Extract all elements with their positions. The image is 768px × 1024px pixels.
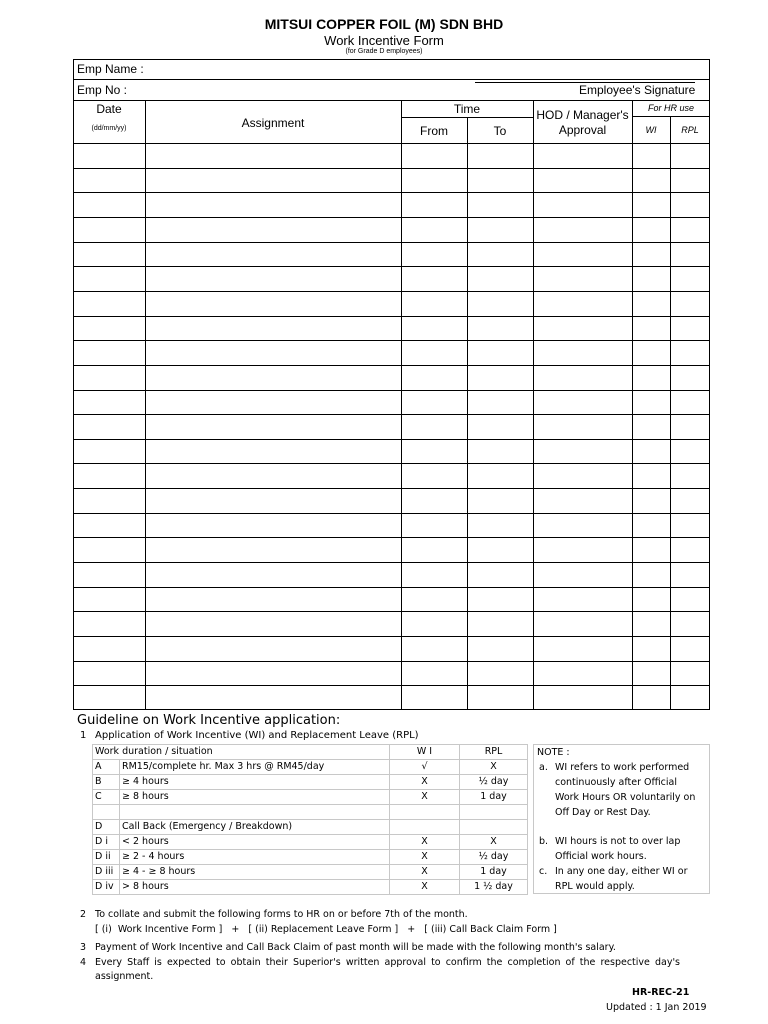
row-code: B: [93, 775, 120, 790]
row-rpl: 1 ½ day: [460, 880, 528, 895]
row-wi: [390, 805, 460, 820]
row-situation: > 8 hours: [120, 880, 390, 895]
row-situation: Call Back (Emergency / Breakdown): [120, 820, 390, 835]
updated-date: Updated : 1 Jan 2019: [606, 1002, 707, 1013]
emp-section-divider: [73, 100, 710, 101]
row-rpl: X: [460, 835, 528, 850]
row-wi: X: [390, 880, 460, 895]
guideline-table-header: [93, 745, 528, 760]
col-date-header: Date: [96, 102, 122, 116]
emp-name-divider: [73, 79, 710, 80]
guideline-row: [93, 880, 528, 895]
col-rpl-header: RPL: [681, 125, 699, 135]
col-to-header: To: [493, 124, 507, 138]
row-code: C: [93, 790, 120, 805]
note-b-line-1: WI hours is not to over lap: [555, 836, 681, 847]
grid-row-line: [73, 217, 710, 218]
note-b-line-2: Official work hours.: [555, 851, 647, 862]
grid-row-line: [73, 537, 710, 538]
item-4-number: 4: [80, 957, 87, 968]
row-wi: X: [390, 850, 460, 865]
grid-row-line: [73, 661, 710, 662]
grid-row-line: [73, 316, 710, 317]
note-a-marker: a.: [539, 762, 548, 773]
row-code: [93, 805, 120, 820]
item-4-line-2: assignment.: [95, 971, 154, 982]
row-situation: ≥ 4 hours: [120, 775, 390, 790]
guideline-row: [93, 850, 528, 865]
col-wi-header: WI: [645, 125, 657, 135]
row-rpl: ½ day: [460, 775, 528, 790]
guideline-title: Guideline on Work Incentive application:: [77, 713, 341, 728]
col-approval-header-1: HOD / Manager's: [536, 108, 629, 122]
row-rpl: ½ day: [460, 850, 528, 865]
grid-row-line: [73, 439, 710, 440]
row-code: D: [93, 820, 120, 835]
grid-row-line: [73, 143, 710, 144]
item-2-number: 2: [80, 909, 87, 920]
grid-row-line: [73, 365, 710, 366]
row-situation: ≥ 2 - 4 hours: [120, 850, 390, 865]
note-a-line-2: continuously after Official: [555, 777, 678, 788]
grid-row-line: [73, 291, 710, 292]
guideline-table: [92, 744, 528, 895]
grid-row-line: [73, 192, 710, 193]
row-rpl: [460, 805, 528, 820]
guideline-row: [93, 820, 528, 835]
grid-row-line: [73, 636, 710, 637]
row-wi: √: [390, 760, 460, 775]
col-date-format: (dd/mm/yy): [91, 125, 127, 132]
form-code: HR-REC-21: [632, 987, 690, 998]
row-code: D ii: [93, 850, 120, 865]
grid-row-line: [73, 611, 710, 612]
row-situation: [120, 805, 390, 820]
row-rpl: 1 day: [460, 865, 528, 880]
note-a-line-3: Work Hours OR voluntarily on: [555, 792, 696, 803]
note-b-marker: b.: [539, 836, 549, 847]
row-code: D iv: [93, 880, 120, 895]
row-rpl: 1 day: [460, 790, 528, 805]
row-wi: X: [390, 865, 460, 880]
grid-row-line: [73, 340, 710, 341]
grid-row-line: [73, 685, 710, 686]
hr-divider: [632, 116, 710, 117]
header-wi: W I: [390, 745, 460, 760]
guideline-row: [93, 835, 528, 850]
col-time-header: Time: [453, 102, 481, 116]
note-c-marker: c.: [539, 866, 548, 877]
hr-use-header: For HR use: [647, 103, 694, 113]
signature-label: Employee's Signature: [579, 83, 696, 97]
row-wi: X: [390, 775, 460, 790]
col-from-header: From: [420, 124, 448, 138]
grid-row-line: [73, 562, 710, 563]
form-title: Work Incentive Form: [324, 33, 444, 48]
guideline-row: [93, 790, 528, 805]
grid-row-line: [73, 266, 710, 267]
header-rpl: RPL: [460, 745, 528, 760]
item-1-number: 1: [80, 730, 87, 741]
row-situation: < 2 hours: [120, 835, 390, 850]
note-label: NOTE :: [537, 747, 570, 758]
grid-row-line: [73, 463, 710, 464]
row-code: A: [93, 760, 120, 775]
row-situation: ≥ 8 hours: [120, 790, 390, 805]
note-c-line-2: RPL would apply.: [555, 881, 635, 892]
note-a-line-4: Off Day or Rest Day.: [555, 807, 651, 818]
grid-row-line: [73, 488, 710, 489]
item-4-line-1: Every Staff is expected to obtain their Superior's written approval to confirm the completion of the respective day's: [95, 957, 680, 968]
row-wi: [390, 820, 460, 835]
grid-row-line: [73, 587, 710, 588]
grid-row-line: [73, 168, 710, 169]
item-2-text: To collate and submit the following forms to HR on or before 7th of the month.: [95, 909, 468, 920]
note-c-line-1: In any one day, either WI or: [555, 866, 688, 877]
col-approval-header-2: Approval: [558, 123, 607, 137]
item-1-text: Application of Work Incentive (WI) and Replacement Leave (RPL): [95, 730, 419, 741]
row-code: D i: [93, 835, 120, 850]
guideline-row: [93, 805, 528, 820]
row-situation: ≥ 4 - ≥ 8 hours: [120, 865, 390, 880]
row-situation: RM15/complete hr. Max 3 hrs @ RM45/day: [120, 760, 390, 775]
col-assignment-header: Assignment: [241, 116, 305, 130]
form-subtitle: (for Grade D employees): [345, 48, 423, 55]
note-a-line-1: WI refers to work performed: [555, 762, 690, 773]
guideline-row: [93, 760, 528, 775]
row-wi: X: [390, 835, 460, 850]
company-name: MITSUI COPPER FOIL (M) SDN BHD: [264, 16, 504, 32]
header-situation: Work duration / situation: [93, 745, 390, 760]
guideline-row: [93, 775, 528, 790]
item-3-number: 3: [80, 942, 87, 953]
row-code: D iii: [93, 865, 120, 880]
grid-row-line: [73, 414, 710, 415]
row-wi: X: [390, 790, 460, 805]
item-3-text: Payment of Work Incentive and Call Back Claim of past month will be made with the following month's salary.: [95, 942, 616, 953]
form-frame: [73, 59, 710, 710]
row-rpl: [460, 820, 528, 835]
grid-row-line: [73, 513, 710, 514]
grid-row-line: [73, 390, 710, 391]
row-rpl: X: [460, 760, 528, 775]
emp-name-label: Emp Name :: [77, 62, 144, 76]
guideline-row: [93, 865, 528, 880]
item-2-forms: [ (i) Work Incentive Form ] + [ (ii) Replacement Leave Form ] + [ (iii) Call Back Claim Form ]: [95, 924, 557, 935]
emp-no-label: Emp No :: [77, 83, 128, 97]
grid-row-line: [73, 242, 710, 243]
